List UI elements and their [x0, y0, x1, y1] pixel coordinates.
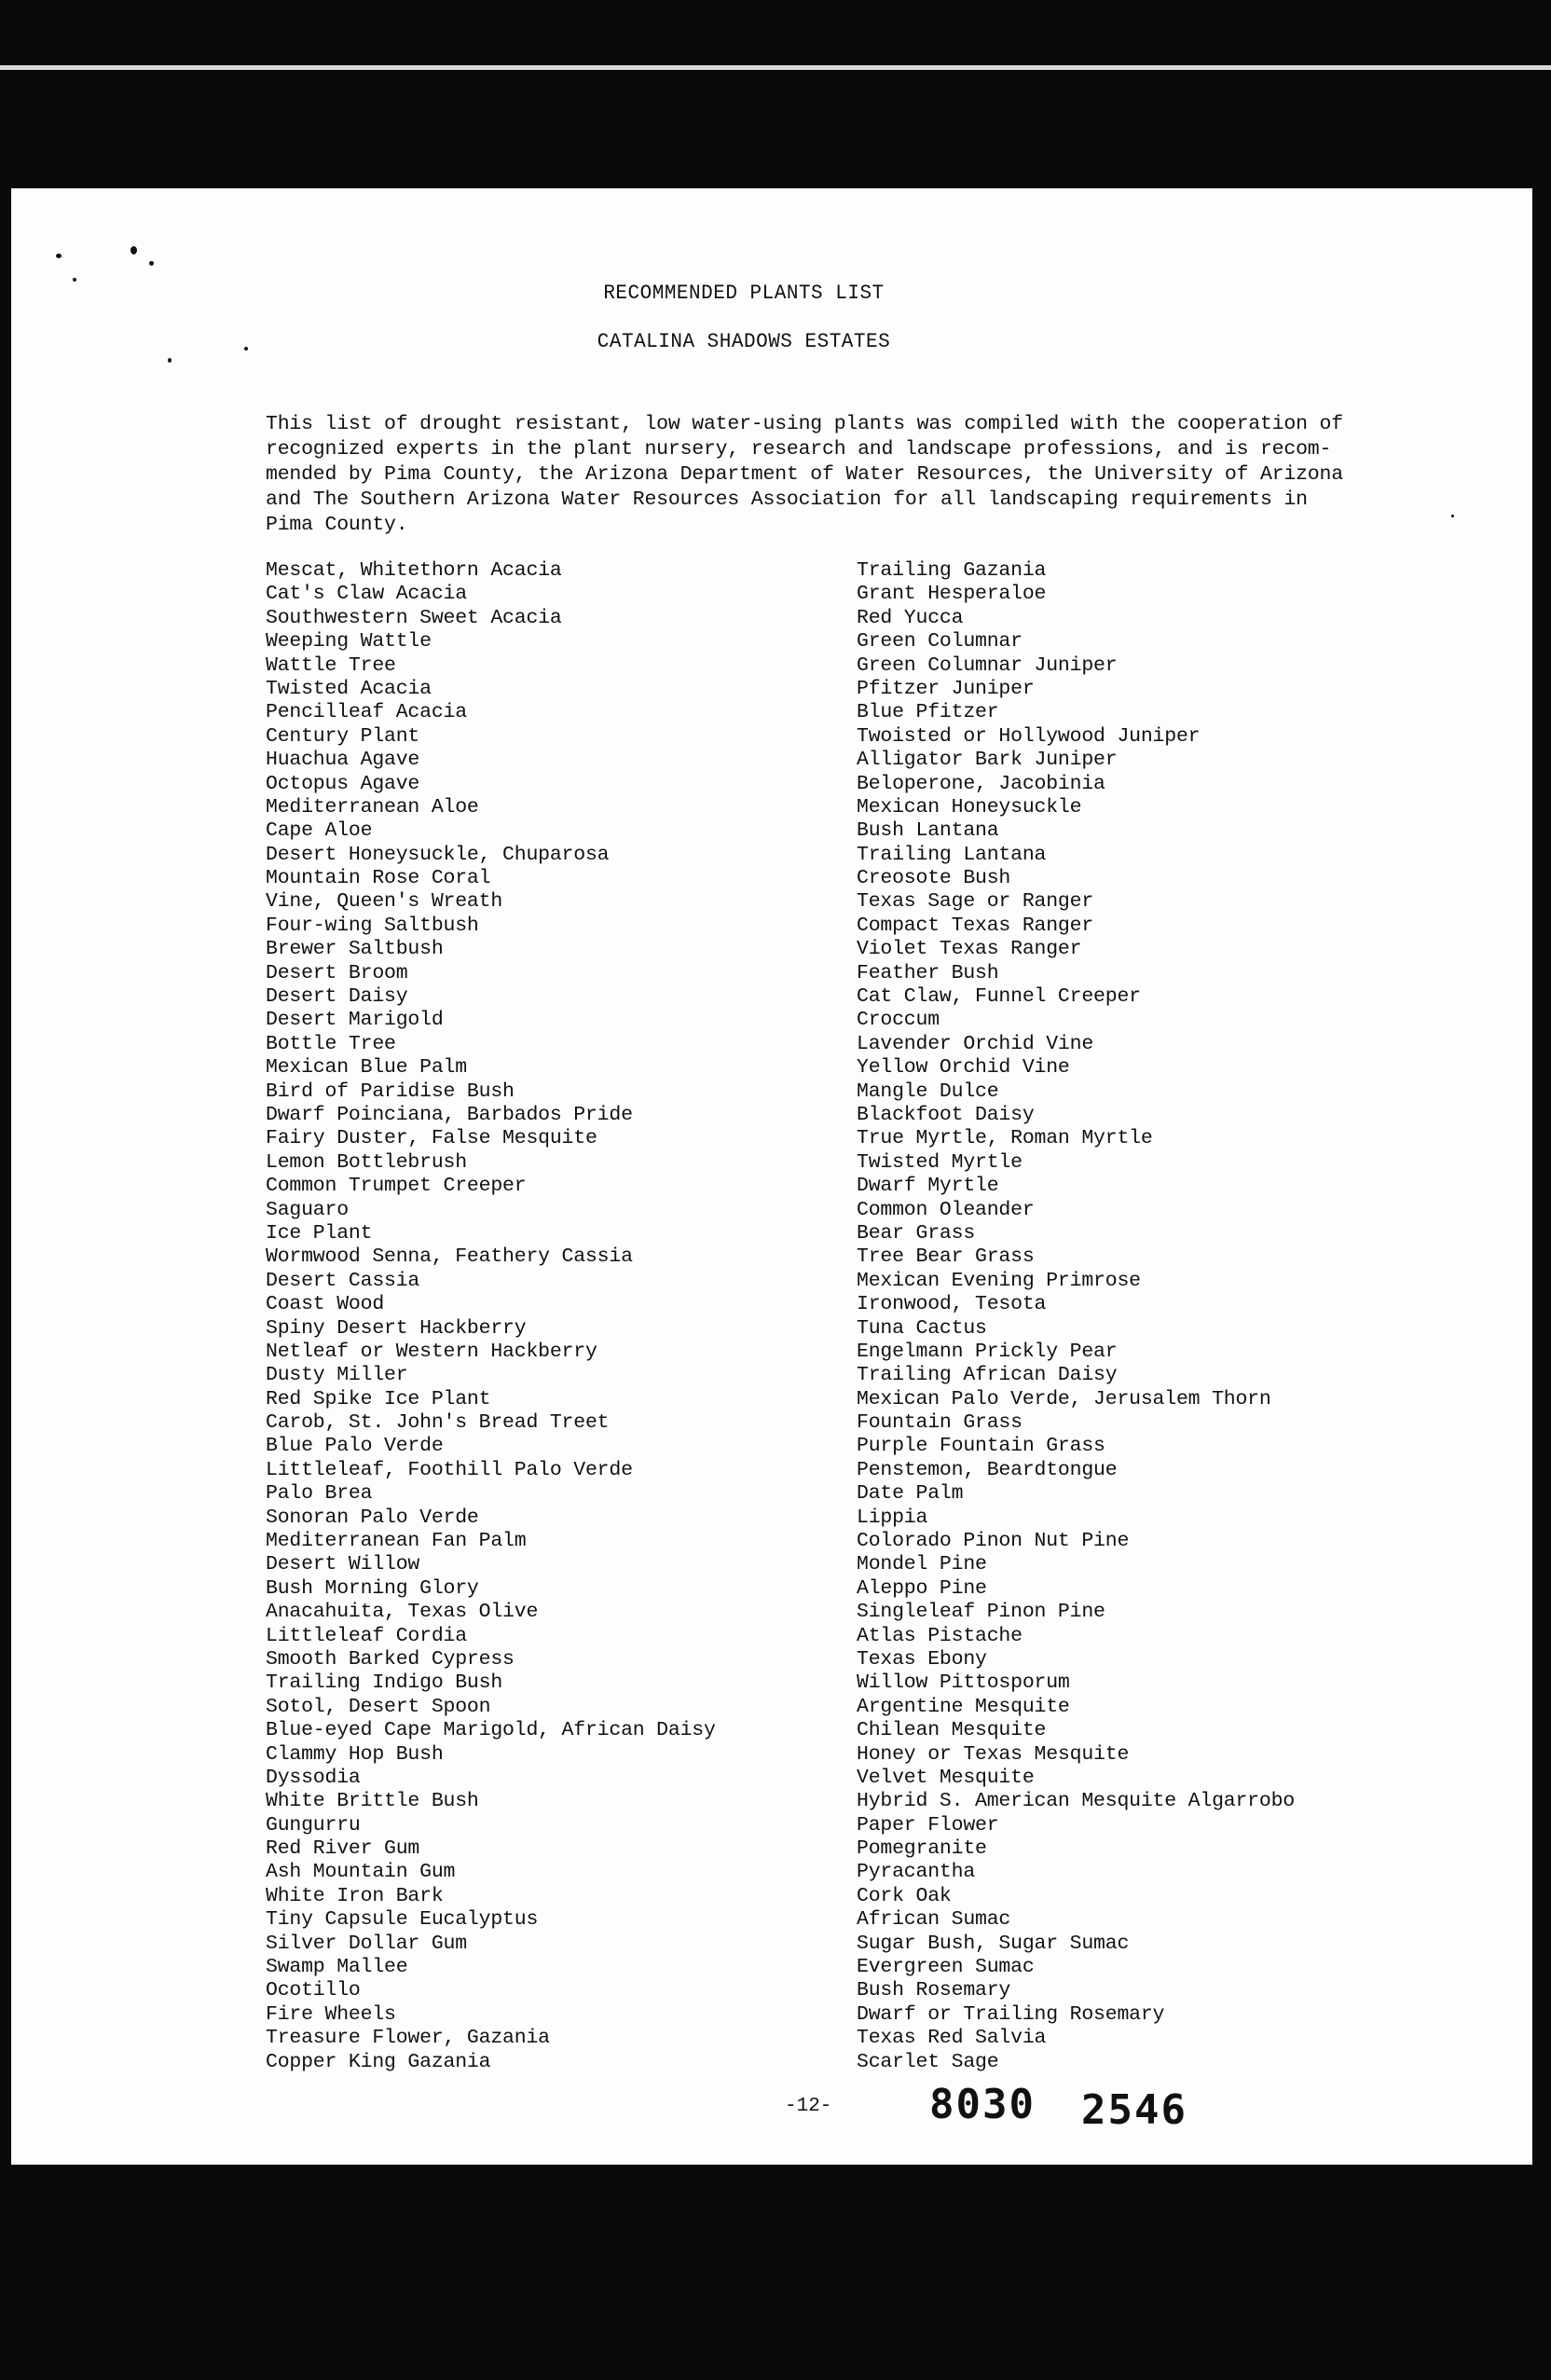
plant-list-item: Lippia [857, 1506, 928, 1529]
plant-list-item: Dyssodia [266, 1766, 361, 1789]
plant-list-item: Southwestern Sweet Acacia [266, 606, 562, 629]
plant-list-item: White Iron Bark [266, 1884, 444, 1907]
plant-list-item: Engelmann Prickly Pear [857, 1340, 1118, 1363]
plant-list-item: Alligator Bark Juniper [857, 749, 1118, 772]
plant-list-item: Blue-eyed Cape Marigold, African Daisy [266, 1719, 716, 1742]
intro-line: and The Southern Arizona Water Resources Association for all landscaping requirements in [266, 488, 1308, 511]
plant-list-item: Atlas Pistache [857, 1624, 1023, 1647]
plant-list-item: Copper King Gazania [266, 2050, 491, 2073]
scan-speck [73, 278, 76, 282]
plant-list-item: Bush Morning Glory [266, 1576, 479, 1600]
plant-list-item: Cat Claw, Funnel Creeper [857, 985, 1141, 1009]
plant-list-item: Brewer Saltbush [266, 938, 444, 961]
plant-list-item: Clammy Hop Bush [266, 1742, 444, 1766]
plant-list-item: Mexican Blue Palm [266, 1056, 467, 1080]
plant-list-item: Croccum [857, 1009, 940, 1032]
plant-list-item: Ocotillo [266, 1979, 361, 2002]
plant-list-item: Octopus Agave [266, 772, 420, 795]
intro-line: Pima County. [266, 514, 408, 536]
plant-list-item: Ice Plant [266, 1221, 373, 1245]
plant-list-item: Honey or Texas Mesquite [857, 1742, 1130, 1766]
plant-list-item: Wormwood Senna, Feathery Cassia [266, 1245, 633, 1269]
plant-list-item: Ash Mountain Gum [266, 1861, 456, 1884]
plant-list-item: Trailing Lantana [857, 843, 1047, 866]
plant-list-item: Grant Hesperaloe [857, 583, 1047, 606]
plant-list-item: Spiny Desert Hackberry [266, 1316, 527, 1340]
plant-list-item: Tuna Cactus [857, 1316, 987, 1340]
plant-list-item: Texas Ebony [857, 1647, 987, 1671]
plant-list-item: Desert Honeysuckle, Chuparosa [266, 843, 610, 866]
document-title: RECOMMENDED PLANTS LIST [603, 282, 885, 306]
plant-list-item: Desert Willow [266, 1553, 420, 1576]
plant-list-item: Ironwood, Tesota [857, 1293, 1047, 1316]
plant-list-item: Palo Brea [266, 1482, 373, 1506]
plant-list-item: Desert Broom [266, 961, 408, 984]
plant-list-item: Red Spike Ice Plant [266, 1387, 491, 1410]
plant-list-item: Coast Wood [266, 1293, 385, 1316]
plant-list-item: Pyracantha [857, 1861, 976, 1884]
plant-list-item: African Sumac [857, 1908, 1011, 1932]
plant-list-item: Lavender Orchid Vine [857, 1032, 1094, 1055]
document-code: 8030 [929, 2081, 1036, 2128]
plant-list-item: Four-wing Saltbush [266, 914, 479, 937]
intro-line: mended by Pima County, the Arizona Department of Water Resources, the University of Arizona [266, 463, 1343, 486]
plant-list-item: Yellow Orchid Vine [857, 1056, 1070, 1080]
plant-list-item: Fairy Duster, False Mesquite [266, 1127, 597, 1150]
plant-list-item: Bird of Paridise Bush [266, 1080, 515, 1103]
plant-list-item: Weeping Wattle [266, 630, 432, 653]
plant-list-item: Dwarf or Trailing Rosemary [857, 2002, 1165, 2026]
plant-list-item: Scarlet Sage [857, 2050, 999, 2073]
plant-list-item: Mediterranean Fan Palm [266, 1530, 527, 1553]
plant-list-item: Twoisted or Hollywood Juniper [857, 724, 1201, 748]
intro-line: recognized experts in the plant nursery, research and landscape professions, and is recom- [266, 438, 1332, 461]
plant-list-item: Cork Oak [857, 1884, 952, 1907]
plant-list-item: Cat's Claw Acacia [266, 583, 467, 606]
plant-list-item: Red Yucca [857, 606, 964, 629]
plant-list-item: Blue Palo Verde [266, 1435, 444, 1458]
plant-list-item: Tiny Capsule Eucalyptus [266, 1908, 539, 1932]
plant-list-item: Gungurru [266, 1813, 361, 1837]
plant-list-item: Fountain Grass [857, 1411, 1023, 1435]
page-number: -12- [785, 2096, 832, 2117]
plant-list-item: Desert Cassia [266, 1269, 420, 1292]
plant-list-item: Paper Flower [857, 1813, 999, 1837]
plant-list-item: Trailing Indigo Bush [266, 1672, 503, 1695]
scan-speck [56, 254, 62, 258]
scan-border-rule [0, 65, 1551, 70]
plant-list-item: Silver Dollar Gum [266, 1932, 467, 1955]
plant-list-item: Common Trumpet Creeper [266, 1175, 527, 1198]
intro-paragraph [266, 412, 1366, 538]
plant-list-item: Blue Pfitzer [857, 701, 999, 724]
plant-list-item: Twisted Acacia [266, 677, 432, 700]
plant-list-item: Violet Texas Ranger [857, 938, 1082, 961]
plant-list-item: Bush Rosemary [857, 1979, 1011, 2002]
plant-list-item: Netleaf or Western Hackberry [266, 1340, 597, 1363]
plant-list-item: Compact Texas Ranger [857, 914, 1094, 937]
plant-list-item: Feather Bush [857, 961, 999, 984]
plant-list-item: Trailing Gazania [857, 559, 1047, 582]
plant-list-left [266, 559, 788, 2074]
document-subtitle: CATALINA SHADOWS ESTATES [597, 331, 891, 354]
plant-list-item: Chilean Mesquite [857, 1719, 1047, 1742]
plant-list-item: Pfitzer Juniper [857, 677, 1035, 700]
plant-list-item: Cape Aloe [266, 819, 373, 843]
plant-list-item: Pomegranite [857, 1837, 987, 1861]
plant-list-item: Mexican Evening Primrose [857, 1269, 1141, 1292]
plant-list-item: Green Columnar [857, 630, 1023, 653]
plant-list-item: White Brittle Bush [266, 1790, 479, 1813]
plant-list-item: Hybrid S. American Mesquite Algarrobo [857, 1790, 1295, 1813]
plant-list-item: Littleleaf, Foothill Palo Verde [266, 1458, 633, 1481]
scan-speck [130, 246, 137, 255]
plant-list-item: Mescat, Whitethorn Acacia [266, 559, 562, 582]
plant-list-item: Huachua Agave [266, 749, 420, 772]
plant-list-item: Saguaro [266, 1198, 349, 1221]
plant-list-item: Purple Fountain Grass [857, 1435, 1105, 1458]
plant-list-item: Willow Pittosporum [857, 1672, 1070, 1695]
plant-list-item: Desert Marigold [266, 1009, 444, 1032]
plant-list-item: Mexican Honeysuckle [857, 795, 1082, 819]
plant-list-item: Lemon Bottlebrush [266, 1150, 467, 1174]
plant-list-item: Red River Gum [266, 1837, 420, 1861]
plant-list-item: Pencilleaf Acacia [266, 701, 467, 724]
plant-list-item: Dusty Miller [266, 1364, 408, 1387]
plant-list-item: Mangle Dulce [857, 1080, 999, 1103]
plant-list-item: Smooth Barked Cypress [266, 1647, 515, 1671]
plant-list-item: Singleleaf Pinon Pine [857, 1601, 1105, 1624]
plant-list-item: Beloperone, Jacobinia [857, 772, 1105, 795]
plant-list-item: Wattle Tree [266, 653, 396, 677]
plant-list-item: Date Palm [857, 1482, 964, 1506]
plant-list-item: Sonoran Palo Verde [266, 1506, 479, 1529]
plant-list-item: Vine, Queen's Wreath [266, 890, 503, 914]
plant-list-item: Dwarf Poinciana, Barbados Pride [266, 1103, 633, 1126]
plant-list-item: Argentine Mesquite [857, 1695, 1070, 1718]
plant-list-item: Velvet Mesquite [857, 1766, 1035, 1789]
plant-list-item: Dwarf Myrtle [857, 1175, 999, 1198]
plant-list-item: Tree Bear Grass [857, 1245, 1035, 1269]
document-page [11, 188, 1532, 2165]
plant-list-item: Carob, St. John's Bread Treet [266, 1411, 610, 1435]
plant-list-item: Trailing African Daisy [857, 1364, 1118, 1387]
plant-list-item: Sotol, Desert Spoon [266, 1695, 491, 1718]
intro-line: This list of drought resistant, low water-using plants was compiled with the cooperation of [266, 413, 1343, 435]
plant-list-item: True Myrtle, Roman Myrtle [857, 1127, 1153, 1150]
scan-speck [168, 358, 172, 363]
plant-list-item: Desert Daisy [266, 985, 408, 1009]
plant-list-item: Century Plant [266, 724, 420, 748]
plant-list-item: Bear Grass [857, 1221, 976, 1245]
plant-list-item: Blackfoot Daisy [857, 1103, 1035, 1126]
plant-list-item: Swamp Mallee [266, 1956, 408, 1979]
plant-list-item: Colorado Pinon Nut Pine [857, 1530, 1130, 1553]
plant-list-item: Aleppo Pine [857, 1576, 987, 1600]
plant-list-item: Texas Sage or Ranger [857, 890, 1094, 914]
scan-speck [149, 261, 154, 266]
plant-list-item: Treasure Flower, Gazania [266, 2027, 550, 2050]
plant-list-item: Texas Red Salvia [857, 2027, 1047, 2050]
plant-list-item: Mexican Palo Verde, Jerusalem Thorn [857, 1387, 1271, 1410]
plant-list-item: Bush Lantana [857, 819, 999, 843]
plant-list-item: Mountain Rose Coral [266, 867, 491, 890]
plant-list-item: Evergreen Sumac [857, 1956, 1035, 1979]
plant-list-item: Creosote Bush [857, 867, 1011, 890]
plant-list-right [857, 559, 1453, 2074]
plant-list-item: Littleleaf Cordia [266, 1624, 467, 1647]
plant-list-item: Fire Wheels [266, 2002, 396, 2026]
plant-list-item: Bottle Tree [266, 1032, 396, 1055]
document-code: 2546 [1081, 2086, 1187, 2134]
plant-list-item: Mediterranean Aloe [266, 795, 479, 819]
plant-list-item: Twisted Myrtle [857, 1150, 1023, 1174]
plant-list-item: Mondel Pine [857, 1553, 987, 1576]
plant-list-item: Green Columnar Juniper [857, 653, 1118, 677]
scan-speck [1451, 515, 1454, 517]
plant-list-item: Anacahuita, Texas Olive [266, 1601, 539, 1624]
plant-list-item: Sugar Bush, Sugar Sumac [857, 1932, 1130, 1955]
plant-list-item: Penstemon, Beardtongue [857, 1458, 1118, 1481]
plant-list-item: Common Oleander [857, 1198, 1035, 1221]
